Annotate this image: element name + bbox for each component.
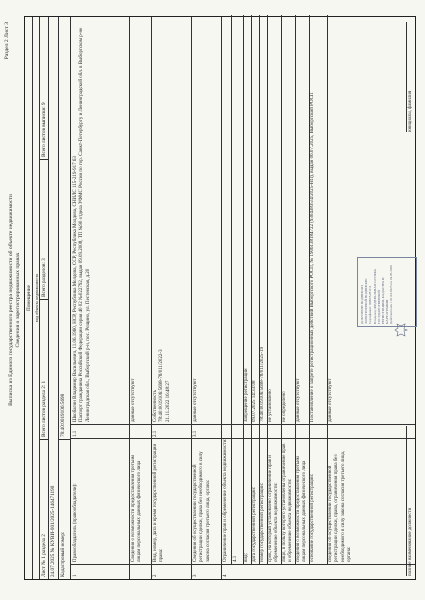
registry-table [24,16,416,580]
footer-name-caption: инициалы, фамилия [406,22,413,132]
sheets-total: Всего листов выписки: 9 [41,102,47,157]
row-value: данные отсутствуют [193,378,198,422]
date-number-row [49,17,59,579]
encumbrance-label: сведения об осуществлении государственной регистрации сделки, права, ограничения права без необходимого в силу закона согласия третьего лица, органа: [328,450,353,562]
row-sub-number: 4.1 [233,555,238,562]
encumbrance-value: данные отсутствуют [328,378,333,422]
encumbrance-value: 78:40:0019106:5698-78/011/2025-19 [260,346,265,422]
row-separator [191,17,192,579]
sections-total: Всего разделов: 3 [40,159,48,299]
row-separator [221,17,222,579]
row-value: Собственность 78:40:0019106:5698-78/011/2022-3 21.11.2022 16:48:27 [153,349,171,422]
eagle-emblem-icon [394,322,408,338]
footer-position-caption: полное наименование должности [406,426,413,576]
row-number: 2 [153,574,158,577]
encumbrance-label: лицо, в пользу которого установлены ограничение прав и обременение объекта недвижимости: [282,443,294,562]
row-label: Ограничение прав и обременение объекта недвижимости: [223,438,228,562]
cadastral-row [59,17,71,579]
document-title [8,40,22,560]
row-sub-number: 1.1 [73,430,78,437]
object-kind-caption-row [33,17,40,579]
sheet-counters-row [40,17,49,579]
object-kind-row [25,17,33,579]
encumbrance-value: Постановление о запрете регистрационных действий Выборгского РОСП, № 1906138184722 (93043835/4/2025-НП), выдан 06.07.2025, Выборгский РОСП [310,92,315,422]
row-label: Правообладатель (правообладатели): [73,483,78,562]
stamp-line: ЭЛЕКТРОННОЙ ПОДПИСЬЮ [364,278,369,324]
sheets-in-section: Всего листов раздела 2: 1 [40,299,48,439]
row-number: 4 [223,574,228,577]
object-kind-caption: вид объекта недвижимости [34,273,39,323]
row-number: 1 [73,574,78,577]
row-label: Сведения о возможности предоставления третьим лицам персональных данных физического лица [131,455,143,562]
row-value: Шкобагин Владимир Васильевич, 11.06.1960, НСР, Республика Молдова, ССР, Республика Молдова, СНИЛС 115-219-917 63 Паспорт гражданина Российской Федерации серия 40 02 №022792, выдан 09.09.2008, ТП №90 отдела УФМС России по гор. Санкт-Петербургу и Ленинградской обл. в Выборгском р-не Ленинградская обл., Выборгский р-н, пос. Рощино, ул. Пестевская, д.20 [73,27,91,422]
electronic-signature-stamp [357,257,417,327]
encumbrance-label: номер государственной регистрации: [260,482,265,562]
sheet-number: Лист № 1 раздела 2 [40,439,48,579]
cadastral-number: 78:40:0019106:5698 [60,393,66,437]
row-separator [231,15,232,565]
row-separator [151,17,152,579]
encumbrance-value: 09.07.2025 14:33:08 [252,380,257,422]
stamp-line: Владелец: ФЕДЕРАЛЬНАЯ СЛУЖБА ГОСУДАРСТВЕННОЙ [372,268,381,324]
title-line-2: Сведения о зарегистрированных правах [15,252,21,348]
encumbrance-label: срок, на который установлено ограничение прав и обременение объекта недвижимости: [268,455,280,562]
stamp-line: ДОКУМЕНТ ПОДПИСАН [360,285,364,324]
encumbrance-value: Запрещение регистрации [244,368,249,422]
row-sub-number: 2.1 [153,430,158,437]
stamp-line: Действителен с 01.03.2025 по 24.05.2026 [389,265,394,324]
row-number: 3 [193,574,198,577]
encumbrance-label: вид: [244,553,249,562]
encumbrance-label: дата государственной регистрации: [252,486,257,562]
row-value: данные отсутствуют [131,378,136,422]
encumbrance-label: сведения о возможности предоставления третьим лицам персональных данных физического лица [296,456,308,562]
title-line-1: Выписка из Единого государственного реестра недвижимости об объекте недвижимости [8,194,14,406]
row-label: Вид, номер, дата и время государственной регистрации права: [153,443,165,562]
row-sub-number: 3.1 [193,430,198,437]
encumbrance-value: не определено [282,391,287,422]
row-separator [129,17,130,579]
stamp-line: РЕГИСТРАЦИИ, КАДАСТРА И КАРТОГРАФИИ [381,277,390,324]
encumbrance-label: основание государственной регистрации: [310,473,315,562]
extract-date-number: 24.07.2025 № КУВИ-001/2025-146471190 [50,485,56,577]
section-reference: Раздел 2 Лист 3 [4,22,10,60]
object-kind: Помещение [26,285,32,311]
encumbrance-value: данные отсутствуют [296,378,301,422]
row-label: Сведения об осуществлении государственной регистрации сделки, права без необходимого в силу закона согласия третьего лица, органа: [193,451,211,562]
cadastral-label: Кадастровый номер: [59,439,70,579]
stamp-line: Сертификат: 00B7A2F1C3 [368,285,373,324]
encumbrance-value: не установлено [268,389,273,422]
